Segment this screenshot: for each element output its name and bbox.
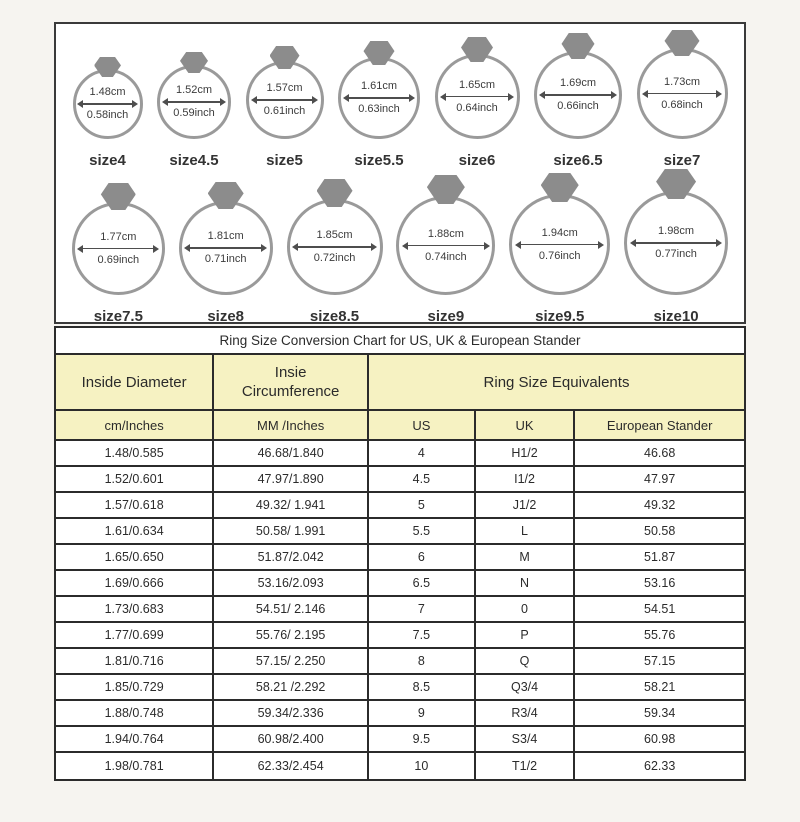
column-header-mm-inches: MM /Inches	[214, 411, 369, 441]
table-cell: 1.52/0.601	[56, 467, 214, 493]
ring-row-1	[58, 30, 742, 169]
ring-band	[246, 61, 324, 139]
table-row	[56, 701, 744, 727]
table-cell: 62.33	[575, 753, 744, 779]
ring-diagram-size10	[624, 169, 728, 325]
ring-figure	[637, 30, 728, 139]
table-cell: N	[476, 571, 576, 597]
diameter-arrow-icon	[184, 244, 267, 252]
diameter-cm-label: 1.85cm	[316, 229, 353, 241]
ring-figure	[179, 182, 273, 295]
diameter-inch-label: 0.71inch	[204, 253, 247, 265]
table-cell: 1.81/0.716	[56, 649, 214, 675]
ring-row-2	[58, 169, 742, 325]
table-cell: 6	[369, 545, 476, 571]
column-header-us: US	[369, 411, 476, 441]
ring-band	[637, 48, 728, 139]
table-cell: J1/2	[476, 493, 576, 519]
table-cell: 6.5	[369, 571, 476, 597]
diameter-arrow-icon	[515, 241, 604, 249]
table-cell: 1.65/0.650	[56, 545, 214, 571]
conversion-table	[54, 326, 746, 781]
diameter-cm-label: 1.88cm	[427, 227, 464, 240]
table-cell: H1/2	[476, 441, 576, 467]
ring-size-label: size6	[458, 152, 496, 169]
table-cell: 1.69/0.666	[56, 571, 214, 597]
table-row	[56, 441, 744, 467]
table-title: Ring Size Conversion Chart for US, UK & European Stander	[56, 328, 744, 355]
ring-figure	[624, 169, 728, 295]
table-row	[56, 623, 744, 649]
diameter-inch-label: 0.72inch	[313, 252, 356, 264]
ring-size-label: size8	[207, 308, 245, 325]
ring-band	[338, 57, 420, 139]
diameter-arrow-icon	[77, 245, 159, 253]
diameter-cm-label: 1.98cm	[658, 225, 695, 237]
table-cell: 1.85/0.729	[56, 675, 214, 701]
ring-size-label: size10	[653, 308, 699, 325]
table-row	[56, 493, 744, 519]
ring-band	[534, 51, 622, 139]
diameter-cm-label: 1.81cm	[207, 230, 244, 242]
table-cell: 4	[369, 441, 476, 467]
diameter-arrow-icon	[440, 93, 514, 101]
ring-diagram-size5	[246, 46, 324, 169]
diameter-inch-label: 0.69inch	[97, 253, 140, 266]
table-cell: 46.68	[575, 441, 744, 467]
table-cell: 60.98	[575, 727, 744, 753]
ring-band	[509, 194, 610, 295]
table-cell: 47.97	[575, 467, 744, 493]
ring-figure	[396, 175, 495, 295]
ring-size-chart-sheet	[54, 22, 746, 781]
diameter-arrow-icon	[162, 98, 226, 106]
diameter-arrow-icon	[642, 90, 722, 98]
table-body	[56, 441, 744, 779]
ring-diagram-size9	[396, 175, 495, 325]
table-cell: 9.5	[369, 727, 476, 753]
ring-band	[179, 201, 273, 295]
table-cell: 47.97/1.890	[214, 467, 369, 493]
diameter-cm-label: 1.61cm	[360, 80, 398, 92]
table-cell: 10	[369, 753, 476, 779]
table-column-headers	[56, 411, 744, 441]
table-cell: 50.58	[575, 519, 744, 545]
table-cell: P	[476, 623, 576, 649]
table-cell: 5	[369, 493, 476, 519]
table-cell: R3/4	[476, 701, 576, 727]
table-cell: I1/2	[476, 467, 576, 493]
ring-figure	[435, 37, 520, 139]
ring-size-label: size4.5	[169, 152, 219, 169]
diameter-inch-label: 0.76inch	[538, 249, 581, 262]
table-cell: 1.94/0.764	[56, 727, 214, 753]
table-cell: 58.21 /2.292	[214, 675, 369, 701]
diameter-cm-label: 1.69cm	[559, 77, 597, 89]
table-cell: 49.32/ 1.941	[214, 493, 369, 519]
table-cell: 57.15/ 2.250	[214, 649, 369, 675]
diameter-arrow-icon	[77, 100, 137, 108]
table-row	[56, 597, 744, 623]
ring-diagrams-panel	[54, 22, 746, 324]
table-cell: 1.98/0.781	[56, 753, 214, 779]
table-cell: 51.87	[575, 545, 744, 571]
ring-diagram-size5.5	[338, 41, 420, 169]
table-cell: 1.61/0.634	[56, 519, 214, 545]
column-header-cm-inches: cm/Inches	[56, 411, 214, 441]
diameter-cm-label: 1.52cm	[175, 84, 213, 96]
table-cell: S3/4	[476, 727, 576, 753]
table-row	[56, 753, 744, 779]
table-cell: M	[476, 545, 576, 571]
header-inside-circumference: Insie Circumference	[214, 355, 369, 411]
ring-diagram-size8.5	[287, 179, 383, 325]
table-cell: 54.51/ 2.146	[214, 597, 369, 623]
table-row	[56, 519, 744, 545]
ring-figure	[534, 33, 622, 139]
ring-size-label: size6.5	[553, 152, 603, 169]
table-cell: 4.5	[369, 467, 476, 493]
ring-diagram-size6	[435, 37, 520, 169]
table-cell: 51.87/2.042	[214, 545, 369, 571]
table-cell: 7.5	[369, 623, 476, 649]
diameter-inch-label: 0.77inch	[655, 248, 697, 260]
table-cell: 50.58/ 1.991	[214, 519, 369, 545]
ring-size-label: size5.5	[354, 152, 404, 169]
table-cell: Q	[476, 649, 576, 675]
ring-band	[396, 196, 495, 295]
table-row	[56, 467, 744, 493]
table-row	[56, 545, 744, 571]
diameter-arrow-icon	[251, 96, 319, 104]
table-cell: 62.33/2.454	[214, 753, 369, 779]
ring-band	[287, 199, 383, 295]
ring-diagram-size7	[637, 30, 728, 169]
diameter-inch-label: 0.64inch	[456, 101, 498, 114]
ring-diagram-size9.5	[509, 173, 610, 325]
diameter-cm-label: 1.77cm	[100, 230, 137, 243]
table-cell: 1.57/0.618	[56, 493, 214, 519]
table-row	[56, 571, 744, 597]
table-cell: 1.77/0.699	[56, 623, 214, 649]
diameter-arrow-icon	[539, 91, 616, 99]
ring-size-label: size7.5	[93, 308, 143, 325]
ring-figure	[246, 46, 324, 139]
diameter-cm-label: 1.94cm	[541, 226, 578, 239]
diameter-arrow-icon	[343, 94, 414, 102]
table-row	[56, 727, 744, 753]
ring-diagram-size4.5	[157, 52, 231, 169]
diameter-inch-label: 0.61inch	[263, 105, 306, 117]
diameter-cm-label: 1.48cm	[89, 86, 126, 98]
table-row	[56, 675, 744, 701]
ring-diagram-size8	[179, 182, 273, 325]
ring-band	[157, 65, 231, 139]
diameter-cm-label: 1.57cm	[266, 82, 303, 94]
ring-band	[624, 191, 728, 295]
ring-size-label: size5	[266, 152, 303, 169]
table-cell: L	[476, 519, 576, 545]
table-cell: 59.34	[575, 701, 744, 727]
diameter-arrow-icon	[292, 243, 377, 251]
column-header-uk: UK	[476, 411, 576, 441]
ring-figure	[287, 179, 383, 295]
table-cell: 53.16	[575, 571, 744, 597]
ring-diagram-size7.5	[72, 183, 165, 325]
diameter-arrow-icon	[630, 239, 722, 247]
ring-figure	[72, 183, 165, 295]
ring-size-label: size4	[89, 152, 126, 169]
table-cell: T1/2	[476, 753, 576, 779]
table-cell: 8	[369, 649, 476, 675]
diameter-inch-label: 0.59inch	[173, 107, 215, 119]
ring-diagram-size6.5	[534, 33, 622, 169]
table-cell: 53.16/2.093	[214, 571, 369, 597]
table-cell: 0	[476, 597, 576, 623]
ring-figure	[338, 41, 420, 139]
table-header-groups	[56, 355, 744, 411]
table-cell: 49.32	[575, 493, 744, 519]
header-ring-size-equivalents: Ring Size Equivalents	[369, 355, 744, 411]
table-cell: 54.51	[575, 597, 744, 623]
diameter-inch-label: 0.66inch	[557, 100, 599, 112]
table-cell: 8.5	[369, 675, 476, 701]
ring-size-label: size9	[427, 308, 465, 325]
diameter-cm-label: 1.73cm	[663, 75, 701, 88]
table-cell: 57.15	[575, 649, 744, 675]
table-cell: 55.76	[575, 623, 744, 649]
table-cell: 5.5	[369, 519, 476, 545]
column-header-european-stander: European Stander	[575, 411, 744, 441]
ring-diagram-size4	[73, 57, 143, 169]
ring-figure	[509, 173, 610, 295]
diameter-cm-label: 1.65cm	[458, 78, 496, 91]
ring-band	[72, 202, 165, 295]
table-cell: 60.98/2.400	[214, 727, 369, 753]
ring-band	[73, 69, 143, 139]
table-cell: 58.21	[575, 675, 744, 701]
header-inside-diameter: Inside Diameter	[56, 355, 214, 411]
table-cell: 7	[369, 597, 476, 623]
table-cell: 1.73/0.683	[56, 597, 214, 623]
table-cell: 55.76/ 2.195	[214, 623, 369, 649]
ring-size-label: size8.5	[309, 308, 360, 325]
table-cell: 59.34/2.336	[214, 701, 369, 727]
table-cell: 9	[369, 701, 476, 727]
ring-size-label: size9.5	[535, 308, 585, 325]
table-cell: 1.48/0.585	[56, 441, 214, 467]
diameter-inch-label: 0.68inch	[661, 98, 703, 111]
table-cell: 1.88/0.748	[56, 701, 214, 727]
table-cell: 46.68/1.840	[214, 441, 369, 467]
diameter-arrow-icon	[402, 242, 489, 250]
diameter-inch-label: 0.74inch	[425, 250, 467, 263]
ring-figure	[73, 57, 143, 139]
table-cell: Q3/4	[476, 675, 576, 701]
ring-band	[435, 54, 520, 139]
ring-figure	[157, 52, 231, 139]
diameter-inch-label: 0.63inch	[358, 103, 400, 115]
ring-size-label: size7	[663, 152, 701, 169]
diameter-inch-label: 0.58inch	[86, 109, 129, 121]
table-row	[56, 649, 744, 675]
